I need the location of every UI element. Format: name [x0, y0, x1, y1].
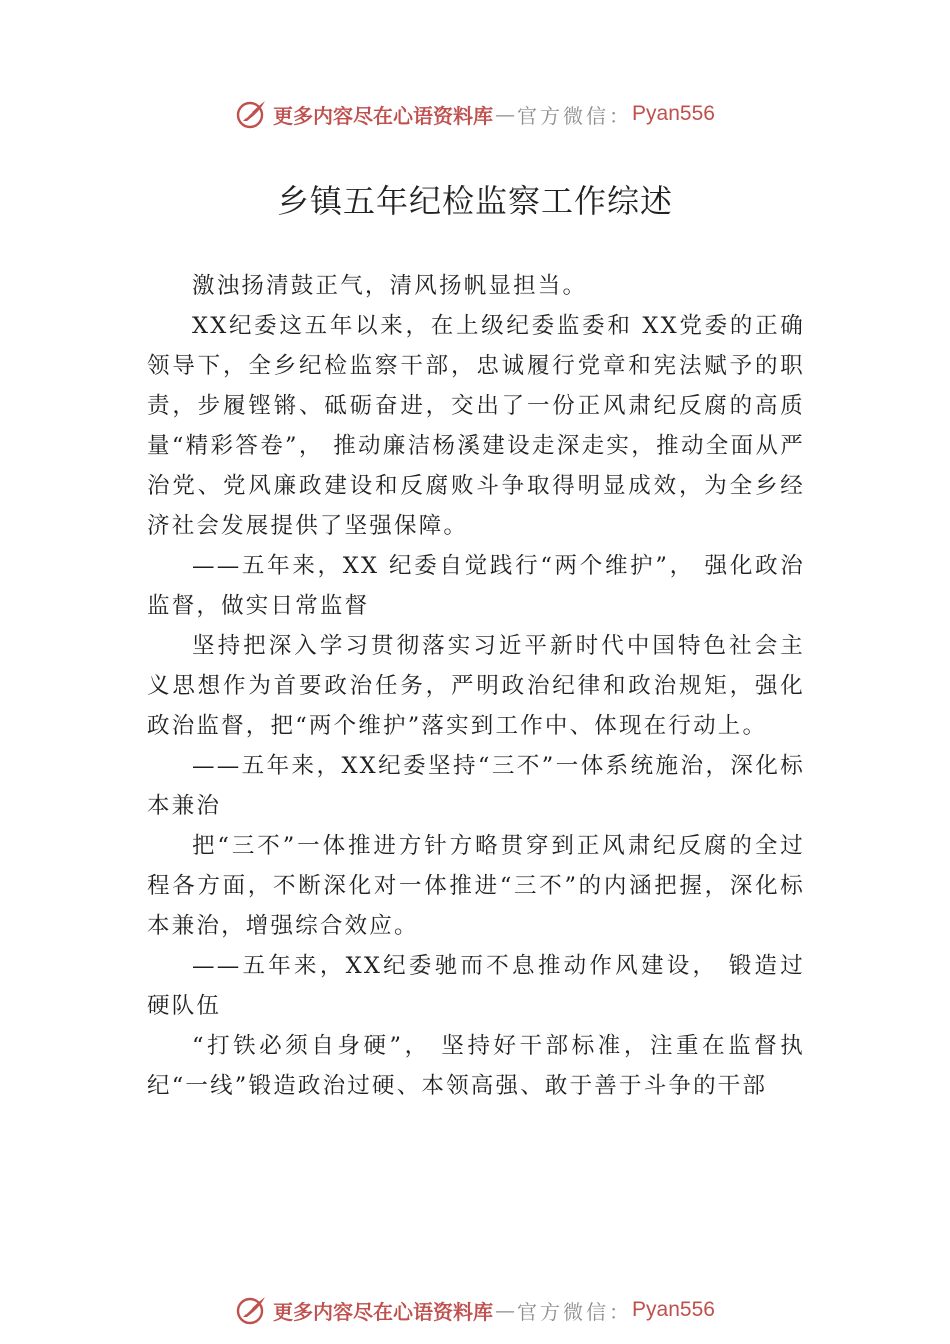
watermark-wechat-id: Pyan556 [632, 1298, 715, 1321]
watermark-text: 更多内容尽在心语资料库 [273, 1299, 494, 1324]
watermark-wechat-id: Pyan556 [632, 102, 715, 125]
quill-logo-icon [235, 1293, 269, 1327]
paragraph: 激浊扬清鼓正气，清风扬帆显担当。 [192, 273, 588, 299]
watermark-banner-bottom [0, 1290, 950, 1330]
watermark-dash: — [495, 102, 516, 126]
watermark-wechat-label: 官方微信： [517, 103, 633, 128]
paragraph: “打铁必须自身硬”， 坚持好干部标准，注重在监督执纪“一线”锻造政治过硬、本领高强、敢于善于斗争的干部 [147, 1033, 805, 1099]
section-heading: ——五年来，XX纪委驰而不息推动作风建设， 锻造过硬队伍 [147, 953, 805, 1019]
paragraph: 坚持把深入学习贯彻落实习近平新时代中国特色社会主义思想作为首要政治任务，严明政治纪律和政治规矩，强化政治监督，把“两个维护”落实到工作中、体现在行动上。 [147, 633, 805, 739]
section-heading: ——五年来，XX 纪委自觉践行“两个维护”， 强化政治监督，做实日常监督 [147, 553, 805, 619]
watermark-banner-top [0, 94, 950, 134]
document-body [147, 266, 805, 1106]
watermark-dash: — [495, 1298, 516, 1322]
watermark-text: 更多内容尽在心语资料库 [273, 103, 494, 128]
document-title: 乡镇五年纪检监察工作综述 [276, 182, 673, 220]
quill-logo-icon [235, 97, 269, 131]
paragraph: 把“三不”一体推进方针方略贯穿到正风肃纪反腐的全过程各方面，不断深化对一体推进“三不”的内涵把握，深化标本兼治，增强综合效应。 [147, 833, 805, 939]
section-heading: ——五年来，XX纪委坚持“三不”一体系统施治，深化标本兼治 [147, 753, 805, 819]
paragraph: XX纪委这五年以来，在上级纪委监委和 XX党委的正确领导下，全乡纪检监察干部，忠诚履行党章和宪法赋予的职责，步履铿锵、砥砺奋进，交出了一份正风肃纪反腐的高质量“精彩答卷”， 推动廉洁杨溪建设走深走实，推动全面从严治党、党风廉政建设和反腐败斗争取得明显成效，为全乡经济社会发展提供了坚强保障。 [147, 313, 805, 539]
watermark-wechat-label: 官方微信： [517, 1299, 633, 1324]
